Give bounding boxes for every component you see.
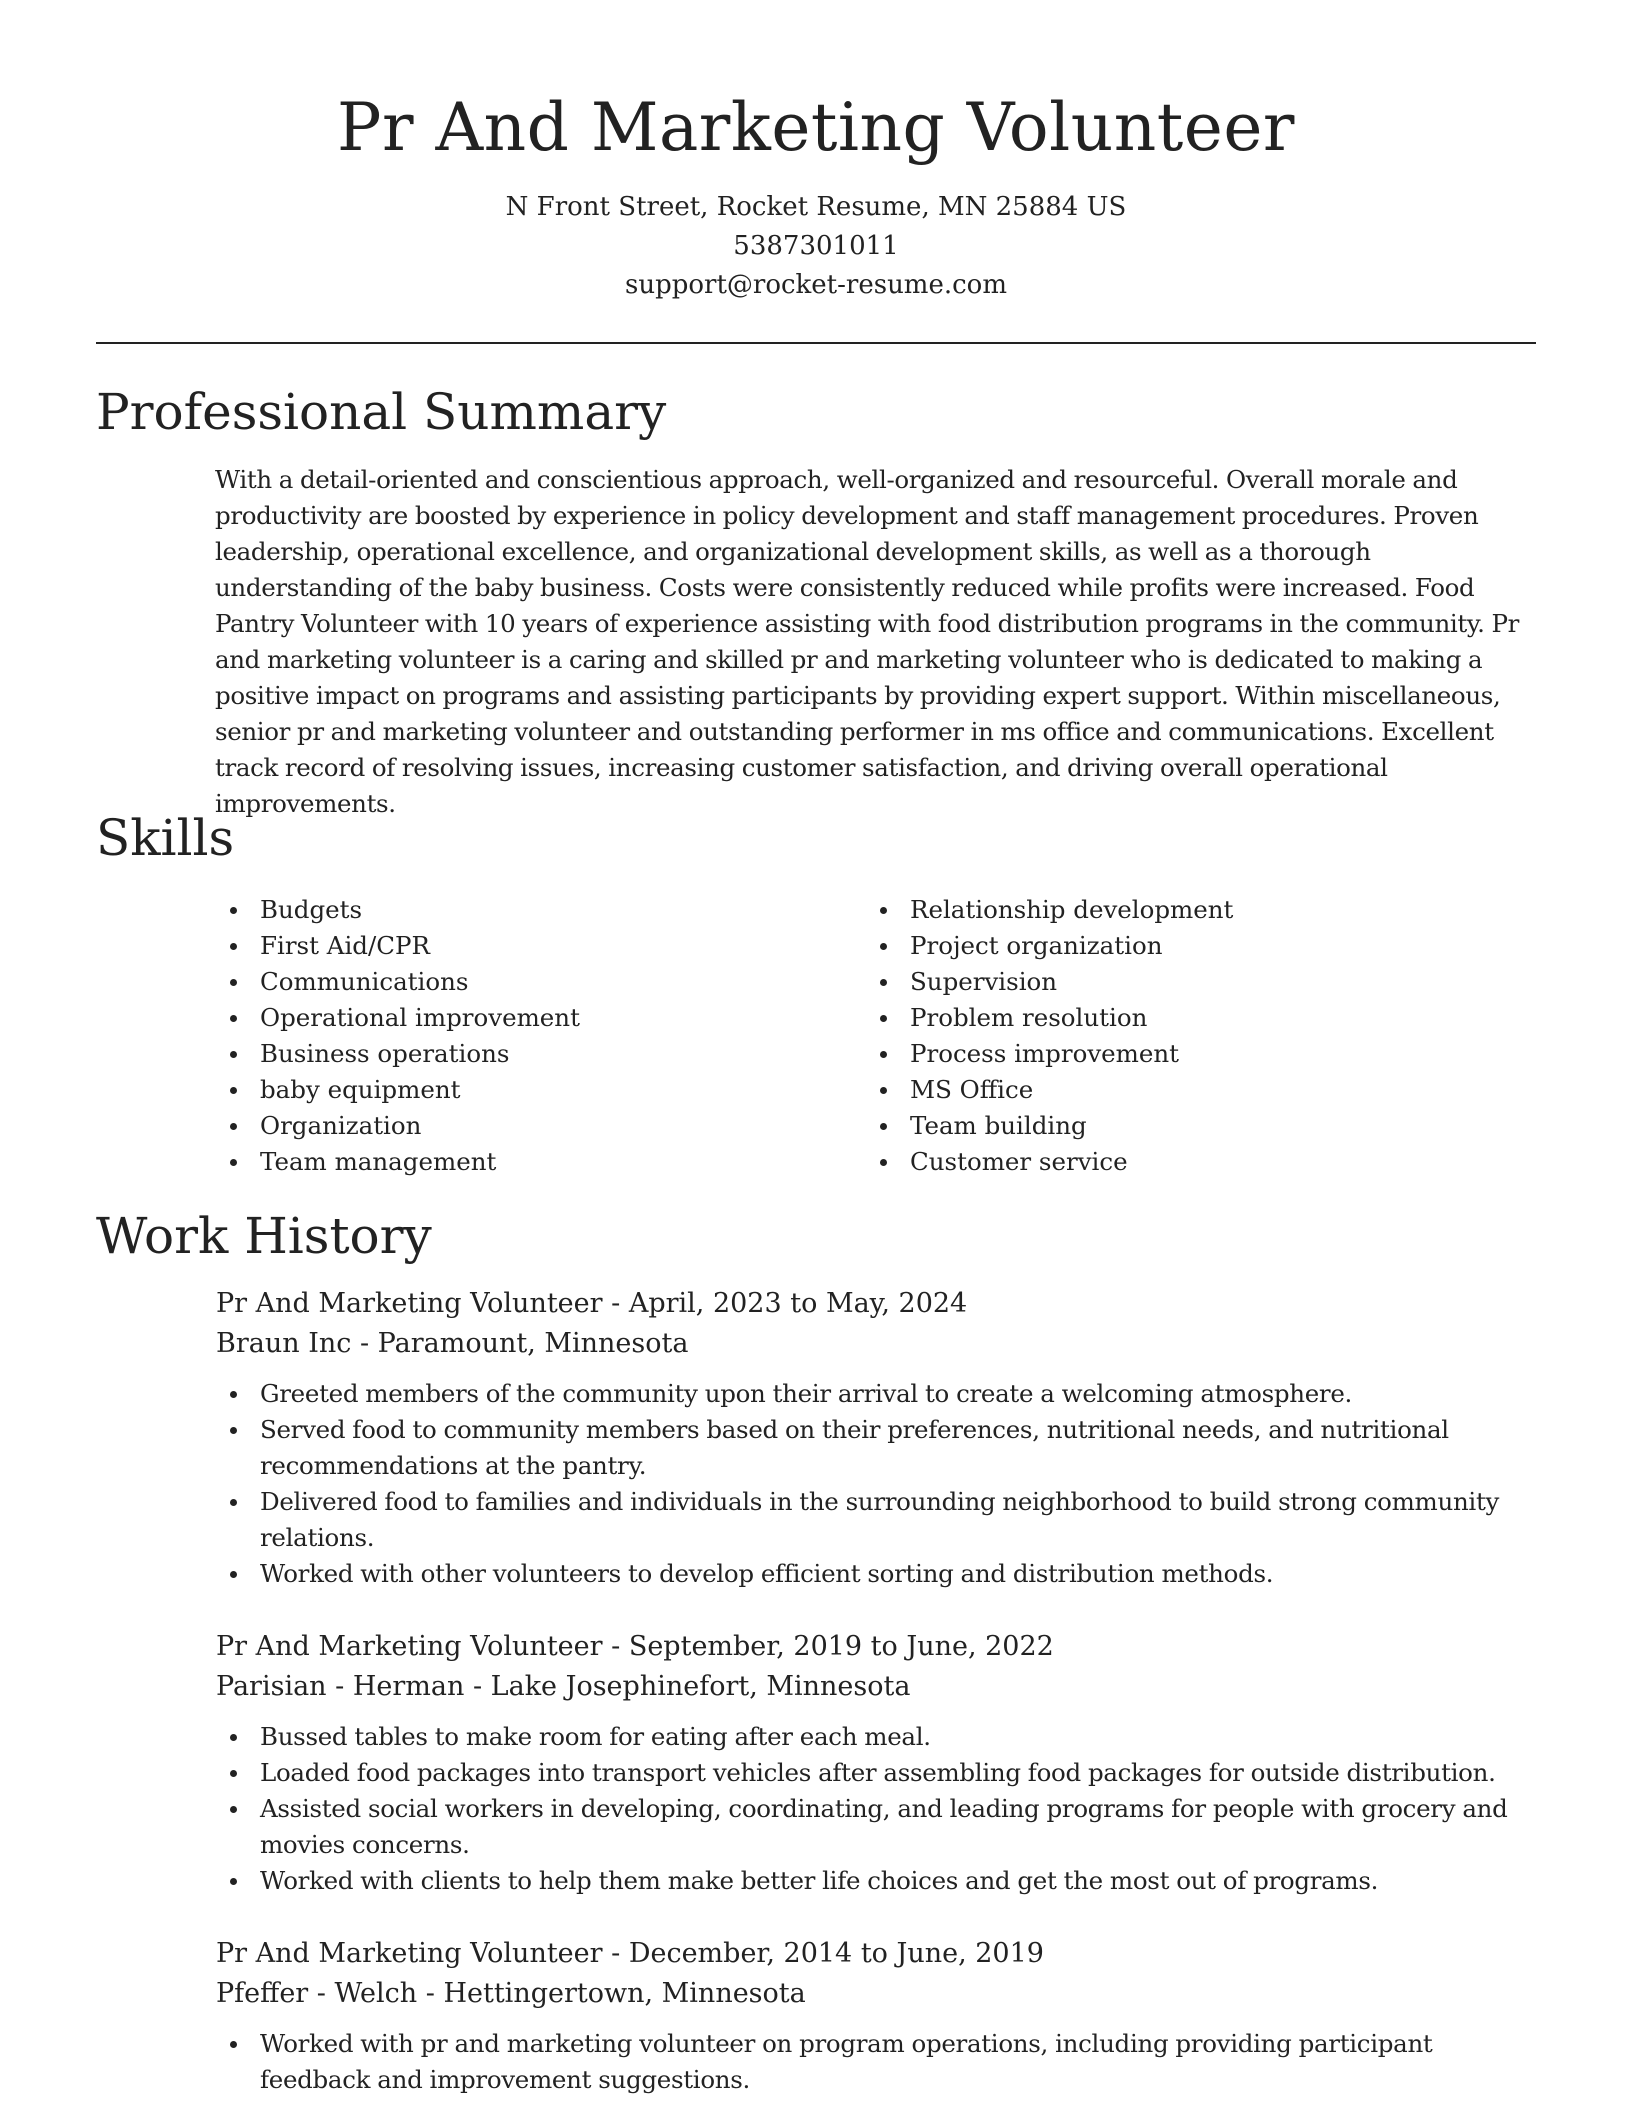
job-title-dates: Pr And Marketing Volunteer - September, 2019 to June, 2022: [216, 1631, 1054, 1662]
job-entry: [216, 1934, 1546, 2098]
skill-item: First Aid/CPR: [216, 928, 816, 964]
job-company-location: Braun Inc - Paramount, Minnesota: [216, 1328, 689, 1359]
skill-item: Customer service: [866, 1144, 1506, 1180]
summary-heading: Professional Summary: [96, 383, 667, 441]
job-bullet: Assisted social workers in developing, coordinating, and leading programs for people with grocery and movies concerns.: [216, 1791, 1546, 1863]
skill-item: Project organization: [866, 928, 1506, 964]
job-bullets: [216, 1719, 1546, 1899]
contact-address: N Front Street, Rocket Resume, MN 25884 US: [505, 192, 1127, 222]
job-entry: [216, 1627, 1546, 1899]
skill-item: Organization: [216, 1108, 816, 1144]
candidate-name: Pr And Marketing Volunteer: [337, 89, 1295, 166]
job-bullet: Worked with pr and marketing volunteer on program operations, including providing participant feedback and improvement suggestions.: [216, 2026, 1546, 2098]
skill-item: Problem resolution: [866, 1000, 1506, 1036]
job-title-dates: Pr And Marketing Volunteer - April, 2023 to May, 2024: [216, 1288, 968, 1319]
job-bullet: Worked with clients to help them make better life choices and get the most out of programs.: [216, 1863, 1546, 1899]
skills-list-left: [216, 892, 816, 1180]
skill-item: Relationship development: [866, 892, 1506, 928]
skill-item: Supervision: [866, 964, 1506, 1000]
job-bullet: Bussed tables to make room for eating after each meal.: [216, 1719, 1546, 1755]
skill-item: baby equipment: [216, 1072, 816, 1108]
skill-item: Team building: [866, 1108, 1506, 1144]
header-divider: [96, 342, 1536, 344]
skills-heading: Skills: [96, 809, 235, 867]
skill-item: Budgets: [216, 892, 816, 928]
job-bullet: Served food to community members based on their preferences, nutritional needs, and nutritional recommendations at the pantry.: [216, 1412, 1546, 1484]
contact-phone: 5387301011: [733, 231, 899, 261]
job-bullet: Loaded food packages into transport vehicles after assembling food packages for outside distribution.: [216, 1755, 1546, 1791]
job-bullet: Delivered food to families and individuals in the surrounding neighborhood to build strong community relations.: [216, 1484, 1546, 1556]
skill-item: Communications: [216, 964, 816, 1000]
job-title-dates: Pr And Marketing Volunteer - December, 2014 to June, 2019: [216, 1938, 1044, 1969]
job-bullets: [216, 1376, 1546, 1592]
skill-item: Business operations: [216, 1036, 816, 1072]
job-entry: [216, 1284, 1546, 1592]
contact-block: [96, 188, 1536, 305]
job-company-location: Parisian - Herman - Lake Josephinefort, Minnesota: [216, 1671, 911, 1702]
skill-item: Team management: [216, 1144, 816, 1180]
resume-header: [96, 80, 1536, 305]
job-bullets: [216, 2026, 1546, 2098]
summary-text: With a detail-oriented and conscientious approach, well-organized and resourceful. Overall morale and productivity are boosted by experience in policy development and staff management procedures. Proven leadership, operational excellence, and organizational development skills, as well as a thorough understanding of the baby business. Costs were consistently reduced while profits were increased. Food Pantry Volunteer with 10 years of experience assisting with food distribution programs in the community. Pr and marketing volunteer is a caring and skilled pr and marketing volunteer who is dedicated to making a positive impact on programs and assisting participants by providing expert support. Within miscellaneous, senior pr and marketing volunteer and outstanding performer in ms office and communications. Excellent track record of resolving issues, increasing customer satisfaction, and driving overall operational improvements.: [215, 465, 1519, 818]
job-bullet: Greeted members of the community upon their arrival to create a welcoming atmosphere.: [216, 1376, 1546, 1412]
job-bullet: Worked with other volunteers to develop efficient sorting and distribution methods.: [216, 1556, 1546, 1592]
skill-item: Operational improvement: [216, 1000, 816, 1036]
job-company-location: Pfeffer - Welch - Hettingertown, Minnesota: [216, 1978, 806, 2009]
contact-email: support@rocket-resume.com: [624, 270, 1007, 300]
skill-item: MS Office: [866, 1072, 1506, 1108]
skills-list-right: [866, 892, 1506, 1180]
skill-item: Process improvement: [866, 1036, 1506, 1072]
work-history-heading: Work History: [96, 1207, 432, 1265]
